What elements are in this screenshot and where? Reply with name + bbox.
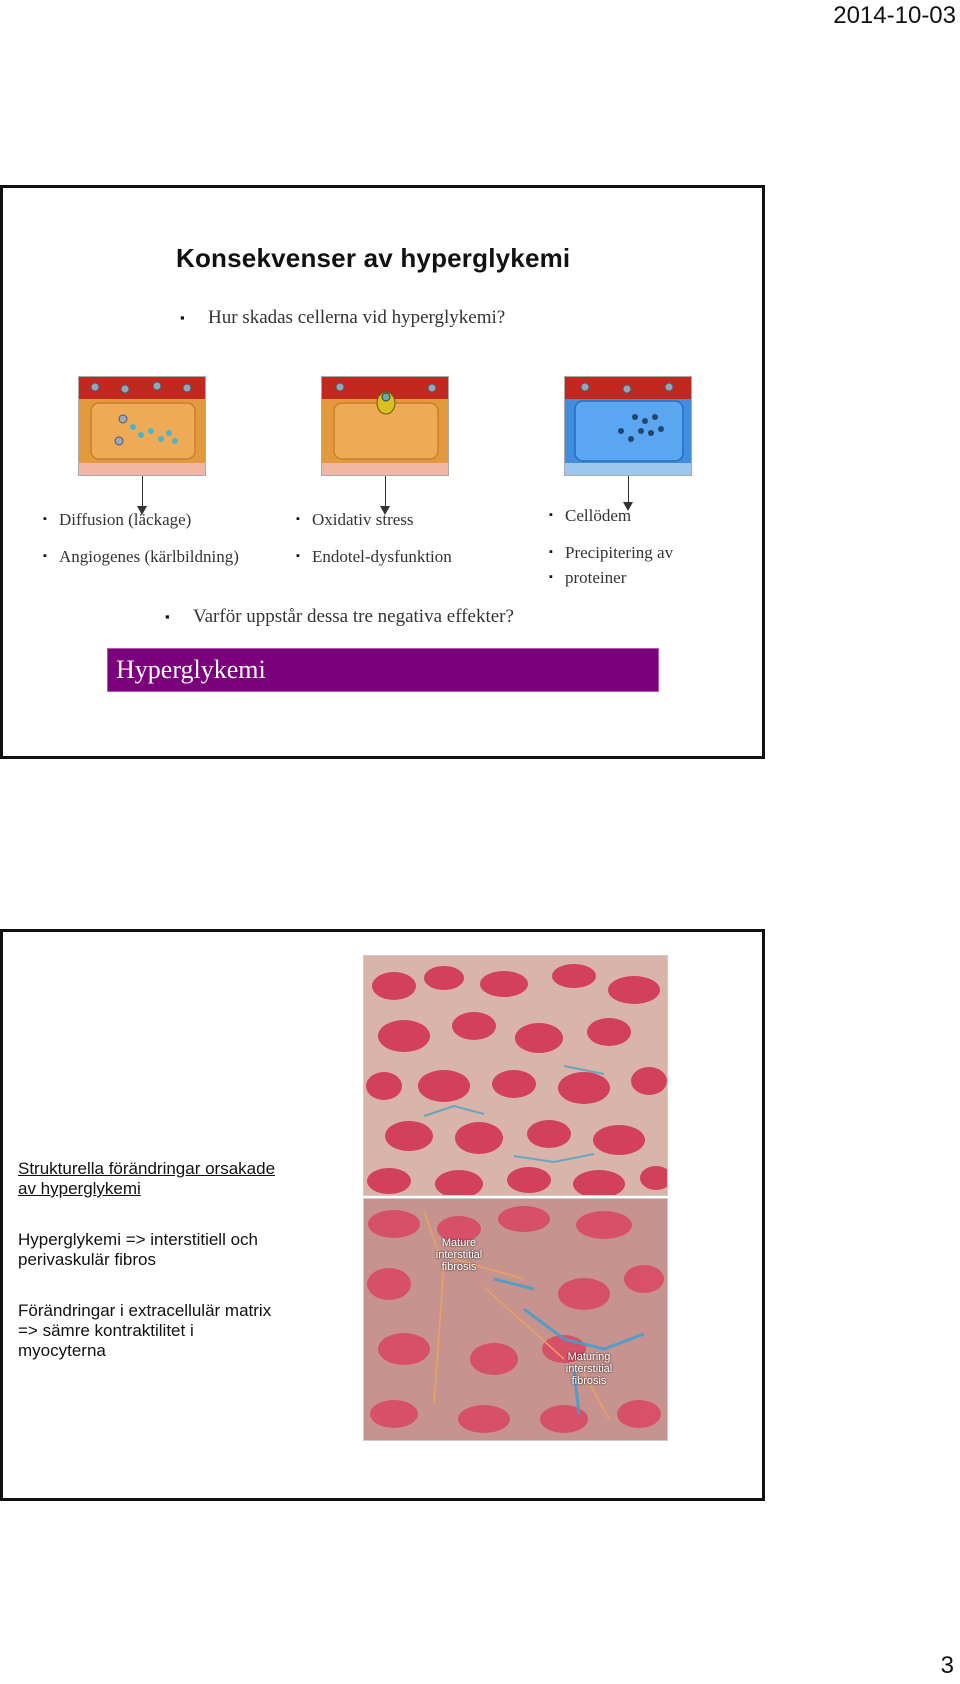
hyperglycemia-banner (107, 648, 659, 692)
s2-paragraph1-line1: Hyperglykemi => interstitiell och (18, 1230, 258, 1249)
s2-paragraph1-line2: perivaskulär fibros (18, 1250, 156, 1269)
label-maturing-fibrosis (554, 1351, 624, 1387)
header-date: 2014-10-03 (833, 2, 956, 29)
arrow-down-2 (385, 476, 386, 506)
label-maturing-line2: interstitial (565, 1363, 613, 1375)
cell-diffusion-illustration (78, 376, 206, 476)
label-maturing-line3: fibrosis (571, 1375, 607, 1387)
micrograph-lower-graphic (364, 1199, 668, 1441)
col3-item-precipitation: ▪ Precipitering av (565, 543, 673, 563)
bullet-question-1: ▪ Hur skadas cellerna vid hyperglykemi? (208, 307, 505, 329)
diffusion-cell-graphic (79, 377, 206, 476)
col3-item-precipitation-cont (565, 568, 626, 588)
page-number: 3 (940, 1652, 954, 1679)
s2-heading-line2: av hyperglykemi (18, 1179, 141, 1198)
micrograph-upper (363, 955, 668, 1196)
slide-hyperglycemia-consequences (0, 185, 765, 759)
col1-item-diffusion: ▪ Diffusion (läckage) (59, 510, 191, 530)
label-maturing-line1: Maturing (567, 1351, 611, 1363)
col2-item-oxidative: ▪ Oxidativ stress (312, 510, 414, 530)
banner-label: Hyperglykemi (116, 655, 266, 684)
label-mature-line3: fibrosis (441, 1261, 477, 1273)
bullet-question-2: ▪ Varför uppstår dessa tre negativa effekter? (193, 606, 514, 628)
s2-paragraph2-line2: => sämre kontraktilitet i (18, 1321, 194, 1340)
arrow-down-3 (628, 476, 629, 502)
cell-oxidative-illustration (321, 376, 449, 476)
slide-structural-changes (0, 929, 765, 1501)
edema-cell-graphic (565, 377, 692, 476)
s2-paragraph2-line3: myocyterna (18, 1341, 106, 1360)
micrograph-lower (363, 1198, 668, 1441)
col3-item-precipitation-line2: proteiner (565, 568, 627, 587)
s2-heading-line1: Strukturella förändringar orsakade (18, 1159, 276, 1178)
label-mature-line1: Mature (441, 1237, 477, 1249)
micrograph-upper-graphic (364, 956, 668, 1196)
label-mature-line2: interstitial (435, 1249, 483, 1261)
col2-item-endothelial: ▪ Endotel-dysfunktion (312, 547, 452, 567)
slide-title: Konsekvenser av hyperglykemi (176, 243, 571, 273)
oxidative-cell-graphic (322, 377, 449, 476)
arrow-down-1 (142, 476, 143, 506)
col3-item-edema: ▪ Cellödem (565, 506, 631, 526)
cell-edema-illustration (564, 376, 692, 476)
s2-paragraph2-line1: Förändringar i extracellulär matrix (18, 1301, 272, 1320)
label-mature-fibrosis (424, 1237, 494, 1273)
col1-item-angiogenesis: ▪ Angiogenes (kärlbildning) (59, 547, 239, 567)
